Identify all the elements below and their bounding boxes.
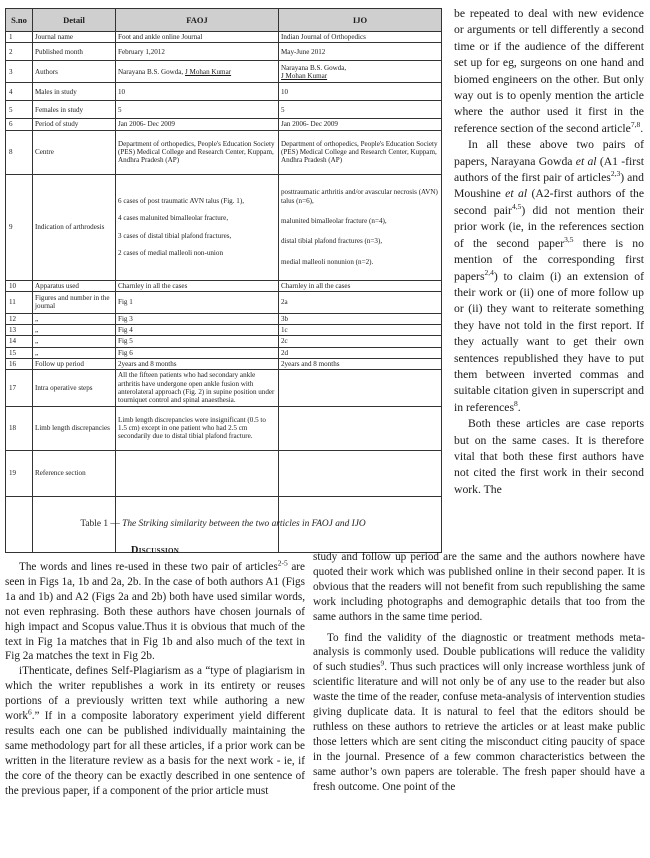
cell-detail: „ xyxy=(33,313,116,324)
cell-faoj: Foot and ankle online Journal xyxy=(116,32,279,43)
cell-ijo: 2a xyxy=(279,291,442,313)
cell-faoj: Fig 3 xyxy=(116,313,279,324)
cell-ijo: Charnley in all the cases xyxy=(279,280,442,291)
table-row xyxy=(6,280,442,291)
indication-line: 3 cases of distal tibial plafond fractures, xyxy=(118,231,232,240)
table-row xyxy=(6,119,442,130)
caption-prefix: Table 1 — xyxy=(80,519,123,529)
cell-ijo xyxy=(279,174,442,280)
paragraph: To find the validity of the diagnostic or treatment methods meta- analysis is commonly used. Double publications will reduce the validity of such studies$^9$. Thus such practices will only increase worthless junk of scientific literature and will not only be of any use to the reader but also waste the time of the reader, confuse meta-analysis of intervention studies giving duplicate data. It is natural to feel that the editors should be ruthless on these authors to retrieve the articles or at least make public those letters which are sent citing the misconduct citing paucity of space in the journal. Presence of a few common characteristics between the same author’s own papers are tolerable. The fresh paper should have a fresh outcome. One point of the xyxy=(313,631,645,793)
table-caption xyxy=(5,519,441,529)
cell-sno: 12 xyxy=(6,313,33,324)
indication-line: malunited bimalleolar fracture (n=4), xyxy=(281,216,387,225)
cell-detail: Published month xyxy=(33,43,116,61)
cell-ijo: 2c xyxy=(279,336,442,347)
cell-faoj: Fig 4 xyxy=(116,325,279,336)
cell-ijo xyxy=(279,370,442,406)
cell-ijo: 5 xyxy=(279,101,442,119)
paragraph: The words and lines re-used in these two pair of articles$^{2-5}$ are seen in Figs 1a, 1b and 2a, 2b. In the case of both authors A1 (Figs 1a and 1b) and A2 (Figs 2a and 2b) both have used similar words, not even rephrasing. Both these authors have chosen journals of high impact and Scopus value.Thus it is obvious that much of the text in Fig 1a matches that in Fig 1b and also much of the text in Fig 2a matches the text in Fig 2b. xyxy=(5,558,305,663)
cell-ijo: 3b xyxy=(279,313,442,324)
header-ijo: IJO xyxy=(279,9,442,32)
cell-ijo: 1c xyxy=(279,325,442,336)
cell-detail: Apparatus used xyxy=(33,280,116,291)
table-row xyxy=(6,291,442,313)
cell-faoj xyxy=(116,61,279,83)
table-header-row xyxy=(6,9,442,32)
cell-faoj: Fig 6 xyxy=(116,347,279,358)
header-sno: S.no xyxy=(6,9,33,32)
table-row xyxy=(6,83,442,101)
cell-detail: Intra operative steps xyxy=(33,370,116,406)
cell-sno: 1 xyxy=(6,32,33,43)
cell-sno: 2 xyxy=(6,43,33,61)
cell-faoj: Department of orthopedics, People's Education Society (PES) Medical College and Research Center, Kuppam, Andhra Pradesh (AP) xyxy=(116,130,279,174)
cell-sno: 4 xyxy=(6,83,33,101)
paragraph: iThenticate, defines Self-Plagiarism as a “type of plagiarism in which the writer republishes a work in its entirety or reuses portions of a previously written text while authoring a new work$^6$.” If in a composite laboratory experiment yield different results each one can be published individually maintaining the same methodology part for all these articles, if a prior work can be written in the literature review as a basis for the next work - ie, if the core of the theory can be exactly described in one sentence of the previous paper, if a component of the prior article must xyxy=(5,665,305,797)
cell-sno: 9 xyxy=(6,174,33,280)
comparison-table-container xyxy=(5,8,441,553)
indication-line: medial malleoli nonunion (n=2). xyxy=(281,257,374,266)
cell-detail: „ xyxy=(33,336,116,347)
cell-sno: 15 xyxy=(6,347,33,358)
comparison-table xyxy=(5,8,442,553)
cell-faoj: 2years and 8 months xyxy=(116,359,279,370)
caption-text: The Striking similarity between the two articles in FAOJ and IJO xyxy=(122,519,366,529)
indication-line: 4 cases malunited bimalleolar fracture, xyxy=(118,214,229,223)
cell-faoj xyxy=(116,174,279,280)
cell-detail: „ xyxy=(33,347,116,358)
table-row xyxy=(6,370,442,406)
author-2: J Mohan Kumar xyxy=(281,71,328,80)
cell-faoj: Limb length discrepancies were insignificant (0.5 to 1.5 cm) except in one patient who had 2.5 cm secondarily due to distal tibial plafond fracture. xyxy=(116,406,279,450)
table-row xyxy=(6,359,442,370)
cell-detail: Reference section xyxy=(33,450,116,496)
section-heading: Discussion xyxy=(130,545,180,556)
cell-ijo: Jan 2006- Dec 2009 xyxy=(279,119,442,130)
cell-sno: 5 xyxy=(6,101,33,119)
cell-ijo: Indian Journal of Orthopedics xyxy=(279,32,442,43)
cell-sno: 19 xyxy=(6,450,33,496)
cell-sno: 3 xyxy=(6,61,33,83)
cell-detail: Centre xyxy=(33,130,116,174)
cell-sno: 16 xyxy=(6,359,33,370)
table-row xyxy=(6,32,442,43)
table-row xyxy=(6,130,442,174)
cell-detail: Period of study xyxy=(33,119,116,130)
cell-detail: Figures and number in the journal xyxy=(33,291,116,313)
cell-detail: Males in study xyxy=(33,83,116,101)
cell-ijo: 2years and 8 months xyxy=(279,359,442,370)
cell-sno: 13 xyxy=(6,325,33,336)
cell-detail: Follow up period xyxy=(33,359,116,370)
paragraph: In all these above two pairs of papers, Narayana Gowda et al (A1 -first authors of the first pair of articles$^{2,3}$) and Moushine et al (A2-first authors of the second pair$^{4,5}$) did not mention their prior work (ie, in the references section of the second paper$^{3,5}$ there is no mention of the corresponding first papers$^{2,4}$) to claim (i) an extension of their work or (ii) one of more follow up or (ii) they want to reiterate something they have not told in the first report. If they actually want to get their own sentences republished they have to put them between inverted commas and suitable citation given in superscript and in references$^8$. xyxy=(454,138,645,414)
cell-ijo xyxy=(279,406,442,450)
table-row xyxy=(6,61,442,83)
bottom-right-column xyxy=(313,550,645,795)
cell-detail: Journal name xyxy=(33,32,116,43)
cell-faoj: February 1,2012 xyxy=(116,43,279,61)
table-row xyxy=(6,174,442,280)
cell-sno: 6 xyxy=(6,119,33,130)
cell-faoj: Jan 2006- Dec 2009 xyxy=(116,119,279,130)
cell-sno: 11 xyxy=(6,291,33,313)
paragraph: study and follow up period are the same and the authors nowhere have quoted their work which was published online in their second paper. It is obvious that the readers will not benefit from such republishing the same work including photographs and demographic details that too from the same authors in the same time period. xyxy=(313,551,645,623)
cell-faoj: Fig 5 xyxy=(116,336,279,347)
right-column xyxy=(454,6,644,498)
cell-sno: 8 xyxy=(6,130,33,174)
table-row xyxy=(6,313,442,324)
cell-sno: 14 xyxy=(6,336,33,347)
indication-line: distal tibial plafond fractures (n=3), xyxy=(281,237,383,246)
table-row xyxy=(6,43,442,61)
cell-faoj: Charnley in all the cases xyxy=(116,280,279,291)
indication-line: 2 cases of medial malleoli non-union xyxy=(118,248,223,257)
cell-faoj xyxy=(116,450,279,496)
cell-faoj: All the fifteen patients who had secondary ankle arthritis have undergone open ankle fusion with anterolateral approach (Fig. 2) in supine position under tourniquet control and spinal anaesthesia. xyxy=(116,370,279,406)
table-row xyxy=(6,406,442,450)
cell-ijo: May-June 2012 xyxy=(279,43,442,61)
table-row xyxy=(6,325,442,336)
author-2: J Mohan Kumar xyxy=(184,67,232,76)
cell-detail: Authors xyxy=(33,61,116,83)
header-faoj: FAOJ xyxy=(116,9,279,32)
cell-detail: Limb length discrepancies xyxy=(33,406,116,450)
cell-ijo: Department of orthopedics, People's Education Society (PES) Medical College and Research Center, Kuppam, Andhra Pradesh (AP) xyxy=(279,130,442,174)
cell-detail: Females in study xyxy=(33,101,116,119)
left-column xyxy=(5,560,305,799)
cell-faoj: 10 xyxy=(116,83,279,101)
cell-sno: 18 xyxy=(6,406,33,450)
cell-ijo: 2d xyxy=(279,347,442,358)
cell-detail: „ xyxy=(33,325,116,336)
cell-ijo xyxy=(279,450,442,496)
cell-faoj: 5 xyxy=(116,101,279,119)
indication-line: posttraumatic arthritis and/or avascular necrosis (AVN) talus (n=6), xyxy=(281,188,438,205)
cell-detail: Indication of arthrodesis xyxy=(33,174,116,280)
cell-ijo: 10 xyxy=(279,83,442,101)
table-row xyxy=(6,347,442,358)
author-1: Narayana B.S. Gowda, xyxy=(281,63,347,72)
table-row xyxy=(6,101,442,119)
table-row xyxy=(6,450,442,496)
paragraph: be repeated to deal with new evidence or arguments or tell differently a second time or if the audience of the different set up for eg, surgeons on one hand and biomed engineers on the other. But only way out is to openly mention the article where the author used it first in the reference section of the second article$^{7,8}$. xyxy=(454,7,644,135)
header-detail: Detail xyxy=(33,9,116,32)
cell-sno: 10 xyxy=(6,280,33,291)
paragraph: Both these articles are case reports but on the same cases. It is therefore vital that both these first authors have not cited the first work in their second work. The xyxy=(454,417,644,496)
cell-faoj: Fig 1 xyxy=(116,291,279,313)
indication-line: 6 cases of post traumatic AVN talus (Fig. 1), xyxy=(118,197,244,205)
cell-sno: 17 xyxy=(6,370,33,406)
cell-ijo xyxy=(279,61,442,83)
author-1: Narayana B.S. Gowda, xyxy=(118,67,185,76)
table-row xyxy=(6,336,442,347)
